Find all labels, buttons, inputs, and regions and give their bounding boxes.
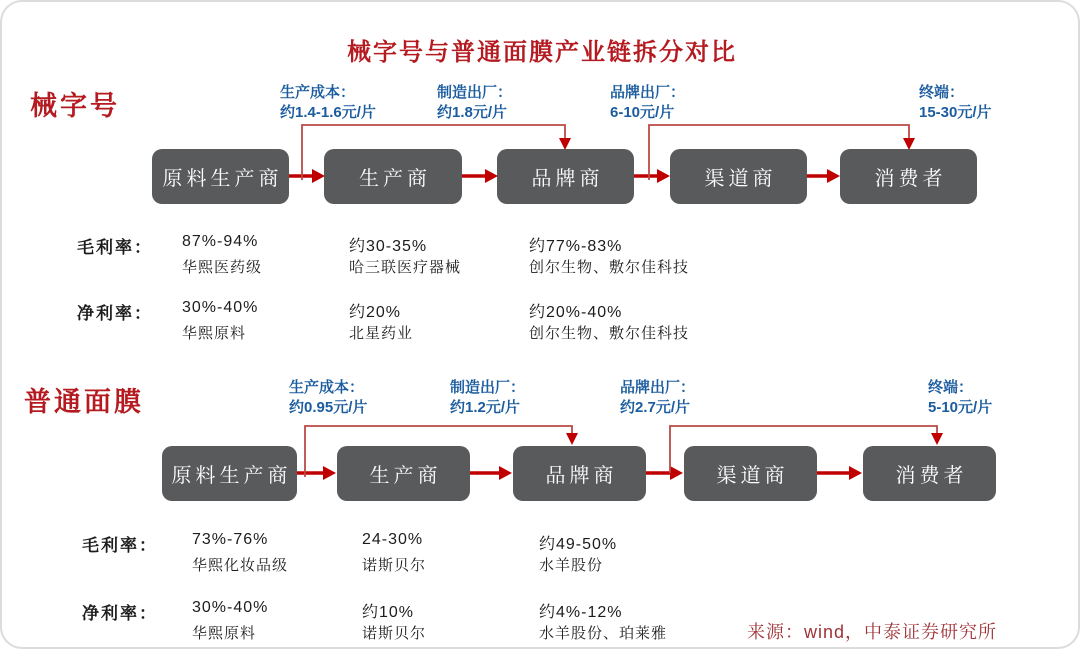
metric-company: 水羊股份 bbox=[539, 557, 604, 574]
net-margin-label-2: 净利率： bbox=[82, 604, 158, 623]
price-label-factory-price-2 bbox=[450, 378, 525, 418]
chain-arrowhead bbox=[499, 466, 512, 480]
price-value: 约1.2元/片 bbox=[450, 399, 521, 416]
node-manufacturer-1: 生产商 bbox=[324, 149, 462, 204]
chain-arrowhead bbox=[323, 466, 336, 480]
chain-arrowhead bbox=[657, 169, 670, 183]
metric-value: 约4%-12% bbox=[539, 604, 623, 621]
price-stage: 生产成本： bbox=[289, 379, 365, 396]
metric-company: 哈三联医疗器械 bbox=[349, 259, 462, 276]
node-raw-material-supplier-1: 原料生产商 bbox=[152, 149, 289, 204]
bracket-arrowhead bbox=[566, 433, 578, 445]
metric-company: 创尔生物、敷尔佳科技 bbox=[529, 325, 690, 342]
metric-company: 华熙原料 bbox=[192, 625, 257, 642]
price-value: 6-10元/片 bbox=[610, 104, 675, 121]
price-label-brand-price-2 bbox=[620, 378, 695, 418]
metric-company: 诺斯贝尔 bbox=[362, 557, 427, 574]
node-brand-2: 品牌商 bbox=[513, 446, 646, 501]
metric-company: 诺斯贝尔 bbox=[362, 625, 427, 642]
metric-value: 24-30% bbox=[362, 531, 424, 548]
metric-value: 73%-76% bbox=[192, 531, 269, 548]
price-stage: 制造出厂： bbox=[450, 379, 526, 396]
price-label-terminal-price-2 bbox=[928, 378, 992, 418]
gross-margin-label-2: 毛利率： bbox=[82, 536, 158, 555]
price-label-terminal-price-1 bbox=[919, 83, 992, 123]
price-stage: 品牌出厂： bbox=[610, 84, 686, 101]
chain-arrowhead bbox=[849, 466, 862, 480]
price-bracket-heads-bottom bbox=[566, 433, 943, 445]
section-label-ordinary-mask: 普通面膜 bbox=[24, 387, 144, 417]
price-value: 约1.4-1.6元/片 bbox=[280, 104, 376, 121]
node-raw-material-supplier-2: 原料生产商 bbox=[162, 446, 297, 501]
price-label-production-cost-1 bbox=[280, 83, 376, 123]
metric-value: 约10% bbox=[362, 604, 415, 621]
metric-value: 约49-50% bbox=[539, 536, 618, 553]
price-value: 5-10元/片 bbox=[928, 399, 993, 416]
chain-arrowhead bbox=[827, 169, 840, 183]
price-value: 15-30元/片 bbox=[919, 104, 992, 121]
price-value: 约1.8元/片 bbox=[437, 104, 508, 121]
net-margin-label-1: 净利率： bbox=[77, 304, 153, 323]
diagram-title: 械字号与普通面膜产业链拆分对比 bbox=[347, 39, 737, 66]
node-consumer-1: 消费者 bbox=[840, 149, 977, 204]
metric-value: 约77%-83% bbox=[529, 238, 623, 255]
metric-value: 约20% bbox=[349, 304, 402, 321]
price-stage: 生产成本： bbox=[280, 84, 356, 101]
price-stage: 制造出厂： bbox=[437, 84, 513, 101]
metric-company: 水羊股份、珀莱雅 bbox=[539, 625, 668, 642]
node-manufacturer-2: 生产商 bbox=[337, 446, 470, 501]
bracket-arrowhead bbox=[931, 433, 943, 445]
node-brand-1: 品牌商 bbox=[497, 149, 634, 204]
metric-company: 华熙医药级 bbox=[182, 259, 263, 276]
price-stage: 品牌出厂： bbox=[620, 379, 696, 396]
gross-margin-label-1: 毛利率： bbox=[77, 238, 153, 257]
metric-value: 约30-35% bbox=[349, 238, 428, 255]
price-label-brand-price-1 bbox=[610, 83, 685, 123]
chain-arrowhead bbox=[670, 466, 683, 480]
price-stage: 终端： bbox=[919, 84, 965, 101]
metric-company: 北星药业 bbox=[349, 325, 414, 342]
metric-company: 华熙原料 bbox=[182, 325, 247, 342]
source-note: 来源：wind，中泰证券研究所 bbox=[747, 622, 998, 642]
metric-company: 创尔生物、敷尔佳科技 bbox=[529, 259, 690, 276]
node-consumer-2: 消费者 bbox=[863, 446, 996, 501]
node-channel-2: 渠道商 bbox=[684, 446, 817, 501]
price-label-factory-price-1 bbox=[437, 83, 512, 123]
metric-company: 华熙化妆品级 bbox=[192, 557, 289, 574]
price-value: 约2.7元/片 bbox=[620, 399, 691, 416]
metric-value: 30%-40% bbox=[192, 599, 269, 616]
price-stage: 终端： bbox=[928, 379, 974, 396]
section-label-medical-grade: 械字号 bbox=[30, 91, 120, 121]
price-value: 约0.95元/片 bbox=[289, 399, 368, 416]
metric-value: 30%-40% bbox=[182, 299, 259, 316]
price-label-production-cost-2 bbox=[289, 378, 367, 418]
metric-value: 约20%-40% bbox=[529, 304, 623, 321]
node-channel-1: 渠道商 bbox=[670, 149, 807, 204]
metric-value: 87%-94% bbox=[182, 233, 259, 250]
